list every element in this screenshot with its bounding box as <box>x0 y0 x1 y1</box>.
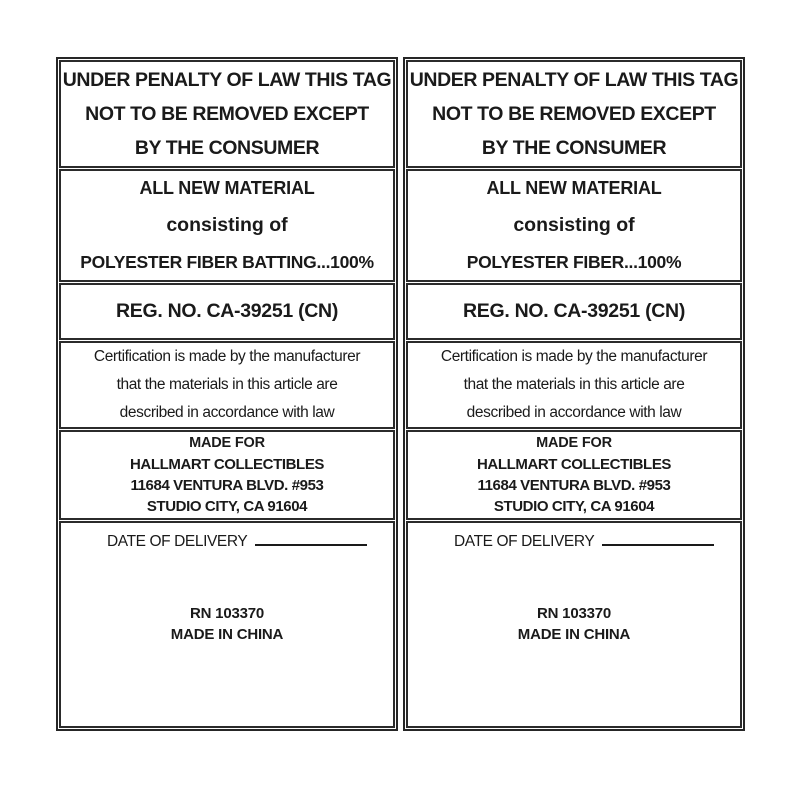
made-for-city: STUDIO CITY, CA 91604 <box>493 498 655 515</box>
delivery-footer-section <box>59 521 395 728</box>
reg-no-text: REG. NO. CA-39251 (CN) <box>115 300 339 322</box>
reg-no-section <box>59 283 395 340</box>
material-subheading: consisting of <box>513 214 635 236</box>
certification-line: described in accordance with law <box>466 404 682 421</box>
certification-section <box>406 341 742 429</box>
certification-line: that the materials in this article are <box>463 376 685 393</box>
delivery-footer-section <box>406 521 742 728</box>
penalty-line: NOT TO BE REMOVED EXCEPT <box>85 103 369 125</box>
delivery-date-blank <box>255 532 367 546</box>
penalty-line: BY THE CONSUMER <box>481 137 667 159</box>
law-labels-row <box>56 57 745 731</box>
rn-number: RN 103370 <box>189 605 265 622</box>
penalty-line: UNDER PENALTY OF LAW THIS TAG <box>62 69 392 91</box>
made-for-section <box>59 430 395 520</box>
law-label-right <box>403 57 745 731</box>
country-of-origin: MADE IN CHINA <box>170 626 284 643</box>
law-label-left <box>56 57 398 731</box>
delivery-date-blank <box>602 532 714 546</box>
material-section <box>59 169 395 282</box>
made-for-company: HALLMART COLLECTIBLES <box>129 456 325 473</box>
made-for-section <box>406 430 742 520</box>
material-content: POLYESTER FIBER...100% <box>466 252 682 272</box>
penalty-section <box>406 60 742 168</box>
delivery-row <box>61 523 393 551</box>
country-of-origin: MADE IN CHINA <box>517 626 631 643</box>
reg-no-section <box>406 283 742 340</box>
made-for-street: 11684 VENTURA BLVD. #953 <box>130 477 324 494</box>
material-heading: ALL NEW MATERIAL <box>139 178 315 198</box>
delivery-label: DATE OF DELIVERY <box>454 533 595 550</box>
footer-block <box>61 603 393 645</box>
certification-line: that the materials in this article are <box>116 376 338 393</box>
footer-block <box>408 603 740 645</box>
material-content: POLYESTER FIBER BATTING...100% <box>80 252 374 272</box>
penalty-line: UNDER PENALTY OF LAW THIS TAG <box>409 69 739 91</box>
made-for-city: STUDIO CITY, CA 91604 <box>146 498 308 515</box>
material-heading: ALL NEW MATERIAL <box>486 178 662 198</box>
made-for-company: HALLMART COLLECTIBLES <box>476 456 672 473</box>
certification-line: described in accordance with law <box>119 404 335 421</box>
certification-line: Certification is made by the manufacturer <box>440 348 708 365</box>
material-subheading: consisting of <box>166 214 288 236</box>
certification-line: Certification is made by the manufacturer <box>93 348 361 365</box>
made-for-street: 11684 VENTURA BLVD. #953 <box>477 477 671 494</box>
penalty-section <box>59 60 395 168</box>
made-for-heading: MADE FOR <box>189 435 265 451</box>
penalty-line: BY THE CONSUMER <box>134 137 320 159</box>
penalty-line: NOT TO BE REMOVED EXCEPT <box>432 103 716 125</box>
certification-section <box>59 341 395 429</box>
made-for-heading: MADE FOR <box>536 435 612 451</box>
reg-no-text: REG. NO. CA-39251 (CN) <box>462 300 686 322</box>
delivery-label: DATE OF DELIVERY <box>107 533 248 550</box>
material-section <box>406 169 742 282</box>
rn-number: RN 103370 <box>536 605 612 622</box>
delivery-row <box>408 523 740 551</box>
